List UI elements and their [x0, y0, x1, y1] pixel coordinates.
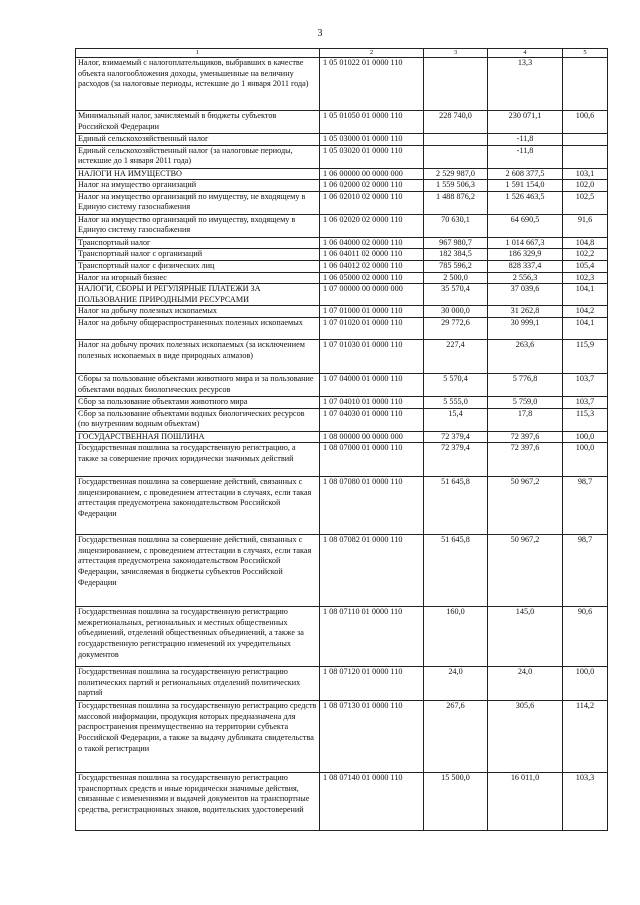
row-plan: 70 630,1: [424, 214, 488, 237]
row-name: Минимальный налог, зачисляемый в бюджеты субъектов Российской Федерации: [76, 111, 320, 134]
row-plan: 72 379,4: [424, 431, 488, 443]
row-code: 1 05 03020 01 0000 110: [320, 145, 424, 168]
table-row: [76, 443, 608, 477]
row-plan: 15 500,0: [424, 773, 488, 831]
row-code: 1 06 02020 02 0000 110: [320, 214, 424, 237]
row-plan: 227,4: [424, 339, 488, 373]
row-plan: 51 645,8: [424, 477, 488, 535]
revenue-table: [75, 48, 608, 831]
table-row: [76, 260, 608, 272]
row-fact: 1 526 463,5: [488, 191, 563, 214]
row-plan: 1 559 506,3: [424, 180, 488, 192]
table-row: [76, 701, 608, 773]
row-plan: 30 000,0: [424, 306, 488, 318]
row-name: Сбор за пользование объектами животного мира: [76, 396, 320, 408]
row-fact: 72 397,6: [488, 443, 563, 477]
column-header: 3: [424, 49, 488, 58]
row-plan: 967 980,7: [424, 237, 488, 249]
row-fact: 2 608 377,5: [488, 168, 563, 180]
row-fact: 1 591 154,0: [488, 180, 563, 192]
row-percent: 104,2: [563, 306, 608, 318]
row-percent: 100,6: [563, 111, 608, 134]
table-row: [76, 373, 608, 396]
row-percent: 104,1: [563, 317, 608, 339]
row-fact: 1 014 667,3: [488, 237, 563, 249]
row-name: Налог на добычу общераспространенных полезных ископаемых: [76, 317, 320, 339]
row-percent: 98,7: [563, 477, 608, 535]
row-code: 1 07 01030 01 0000 110: [320, 339, 424, 373]
row-code: 1 06 04000 02 0000 110: [320, 237, 424, 249]
table-row: [76, 284, 608, 306]
row-name: НАЛОГИ НА ИМУЩЕСТВО: [76, 168, 320, 180]
row-code: 1 06 05000 02 0000 110: [320, 272, 424, 284]
column-header: 1: [76, 49, 320, 58]
row-code: 1 08 07082 01 0000 110: [320, 535, 424, 607]
row-code: 1 07 01000 01 0000 110: [320, 306, 424, 318]
row-code: 1 08 00000 00 0000 000: [320, 431, 424, 443]
row-percent: 104,1: [563, 284, 608, 306]
row-fact: 186 329,9: [488, 249, 563, 261]
row-fact: 828 337,4: [488, 260, 563, 272]
row-fact: -11,8: [488, 134, 563, 146]
table-row: [76, 477, 608, 535]
table-row: [76, 396, 608, 408]
column-header: 2: [320, 49, 424, 58]
table-row: [76, 134, 608, 146]
table-row: [76, 317, 608, 339]
revenue-table-body: [76, 49, 608, 831]
row-fact: -11,8: [488, 145, 563, 168]
row-code: 1 08 07080 01 0000 110: [320, 477, 424, 535]
row-fact: 50 967,2: [488, 477, 563, 535]
table-row: [76, 180, 608, 192]
row-percent: [563, 58, 608, 111]
row-fact: 16 011,0: [488, 773, 563, 831]
row-name: Налог на имущество организаций по имуществу, входящему в Единую систему газоснабжения: [76, 214, 320, 237]
row-name: Налог на имущество организаций по имуществу, не входящему в Единую систему газоснабжения: [76, 191, 320, 214]
row-code: 1 06 02000 02 0000 110: [320, 180, 424, 192]
row-fact: 37 039,6: [488, 284, 563, 306]
row-name: Налог на добычу полезных ископаемых: [76, 306, 320, 318]
row-name: Сборы за пользование объектами животного мира и за пользование объектами водных биологических ресурсов: [76, 373, 320, 396]
row-name: ГОСУДАРСТВЕННАЯ ПОШЛИНА: [76, 431, 320, 443]
row-plan: 785 596,2: [424, 260, 488, 272]
table-row: [76, 249, 608, 261]
row-fact: 145,0: [488, 607, 563, 667]
row-percent: [563, 134, 608, 146]
row-code: 1 05 03000 01 0000 110: [320, 134, 424, 146]
row-percent: 103,7: [563, 396, 608, 408]
row-name: Налог на имущество организаций: [76, 180, 320, 192]
row-plan: 29 772,6: [424, 317, 488, 339]
table-row: [76, 214, 608, 237]
row-percent: 98,7: [563, 535, 608, 607]
row-plan: 2 529 987,0: [424, 168, 488, 180]
row-code: 1 07 04000 01 0000 110: [320, 373, 424, 396]
row-name: Государственная пошлина за государственную регистрацию политических партий и региональных отделений политических партий: [76, 667, 320, 701]
table-row: [76, 306, 608, 318]
table-row: [76, 272, 608, 284]
table-row: [76, 339, 608, 373]
row-fact: 50 967,2: [488, 535, 563, 607]
row-percent: 100,0: [563, 667, 608, 701]
row-name: Единый сельскохозяйственный налог: [76, 134, 320, 146]
row-name: Транспортный налог: [76, 237, 320, 249]
row-fact: 72 397,6: [488, 431, 563, 443]
column-header: 5: [563, 49, 608, 58]
table-row: [76, 237, 608, 249]
row-name: Государственная пошлина за государственную регистрацию межрегиональных, региональных и местных общественных объединений, отделений общественных объединений, а также за государственную регистрацию изменений их учредительных документов: [76, 607, 320, 667]
row-name: Налог, взимаемый с налогоплательщиков, выбравших в качестве объекта налогообложения доходы, уменьшенные на величину расходов (за налоговые периоды, истекшие до 1 января 2011 года): [76, 58, 320, 111]
row-fact: 230 071,1: [488, 111, 563, 134]
row-percent: 115,3: [563, 408, 608, 431]
row-code: 1 06 00000 00 0000 000: [320, 168, 424, 180]
row-code: 1 07 04010 01 0000 110: [320, 396, 424, 408]
row-code: 1 08 07140 01 0000 110: [320, 773, 424, 831]
row-code: 1 08 07000 01 0000 110: [320, 443, 424, 477]
row-name: Государственная пошлина за совершение действий, связанных с лицензированием, с проведением аттестации в случаях, если такая аттестация предусмотрена законодательством Российской Федерации, зачисляемая в бюджеты субъектов Российской Федерации: [76, 535, 320, 607]
row-fact: 2 556,3: [488, 272, 563, 284]
row-name: Единый сельскохозяйственный налог (за налоговые периоды, истекшие до 1 января 2011 года): [76, 145, 320, 168]
row-name: Транспортный налог с организаций: [76, 249, 320, 261]
table-row: [76, 145, 608, 168]
row-percent: 104,8: [563, 237, 608, 249]
table-row: [76, 408, 608, 431]
row-code: 1 07 01020 01 0000 110: [320, 317, 424, 339]
row-plan: 5 555,0: [424, 396, 488, 408]
row-percent: 115,9: [563, 339, 608, 373]
row-plan: 24,0: [424, 667, 488, 701]
row-fact: 5 776,8: [488, 373, 563, 396]
row-percent: 91,6: [563, 214, 608, 237]
row-percent: 103,3: [563, 773, 608, 831]
row-plan: [424, 145, 488, 168]
row-plan: 5 570,4: [424, 373, 488, 396]
row-code: 1 06 02010 02 0000 110: [320, 191, 424, 214]
row-code: 1 08 07120 01 0000 110: [320, 667, 424, 701]
row-name: Государственная пошлина за государственную регистрацию транспортных средств и иные юридически значимые действия, связанные с изменениями и выдачей документов на транспортные средства, регистрационных знаков, водительских удостоверений: [76, 773, 320, 831]
row-code: 1 05 01022 01 0000 110: [320, 58, 424, 111]
table-row: [76, 191, 608, 214]
row-fact: 64 690,5: [488, 214, 563, 237]
row-plan: 2 500,0: [424, 272, 488, 284]
table-row: [76, 667, 608, 701]
row-percent: 103,7: [563, 373, 608, 396]
table-row: [76, 111, 608, 134]
row-code: 1 05 01050 01 0000 110: [320, 111, 424, 134]
row-code: 1 07 04030 01 0000 110: [320, 408, 424, 431]
table-row: [76, 431, 608, 443]
row-plan: 267,6: [424, 701, 488, 773]
row-percent: 90,6: [563, 607, 608, 667]
row-percent: 102,0: [563, 180, 608, 192]
row-code: 1 06 04012 02 0000 110: [320, 260, 424, 272]
table-header-row: [76, 49, 608, 58]
row-fact: 13,3: [488, 58, 563, 111]
row-name: Государственная пошлина за государственную регистрацию средств массовой информации, продукция которых предназначена для распространения преимущественно на территории субъекта Российской Федерации, а также за выдачу дубликата свидетельства о такой регистрации: [76, 701, 320, 773]
row-plan: [424, 134, 488, 146]
row-plan: [424, 58, 488, 111]
row-plan: 160,0: [424, 607, 488, 667]
row-fact: 263,6: [488, 339, 563, 373]
row-plan: 182 384,5: [424, 249, 488, 261]
row-fact: 305,6: [488, 701, 563, 773]
row-name: Государственная пошлина за совершение действий, связанных с лицензированием, с проведением аттестации в случаях, если такая аттестация предусмотрена законодательством Российской Федерации: [76, 477, 320, 535]
row-percent: 102,2: [563, 249, 608, 261]
row-plan: 228 740,0: [424, 111, 488, 134]
row-fact: 31 262,8: [488, 306, 563, 318]
column-header: 4: [488, 49, 563, 58]
row-code: 1 08 07130 01 0000 110: [320, 701, 424, 773]
row-percent: 100,0: [563, 443, 608, 477]
row-code: 1 06 04011 02 0000 110: [320, 249, 424, 261]
row-percent: 103,1: [563, 168, 608, 180]
row-name: Сбор за пользование объектами водных биологических ресурсов (по внутренним водным объектам): [76, 408, 320, 431]
row-name: Транспортный налог с физических лиц: [76, 260, 320, 272]
row-fact: 24,0: [488, 667, 563, 701]
row-fact: 17,8: [488, 408, 563, 431]
row-plan: 15,4: [424, 408, 488, 431]
row-fact: 30 999,1: [488, 317, 563, 339]
row-plan: 51 645,8: [424, 535, 488, 607]
row-percent: [563, 145, 608, 168]
row-code: 1 08 07110 01 0000 110: [320, 607, 424, 667]
row-name: Налог на игорный бизнес: [76, 272, 320, 284]
row-name: НАЛОГИ, СБОРЫ И РЕГУЛЯРНЫЕ ПЛАТЕЖИ ЗА ПОЛЬЗОВАНИЕ ПРИРОДНЫМИ РЕСУРСАМИ: [76, 284, 320, 306]
row-name: Налог на добычу прочих полезных ископаемых (за исключением полезных ископаемых в виде природных алмазов): [76, 339, 320, 373]
row-plan: 1 488 876,2: [424, 191, 488, 214]
table-row: [76, 58, 608, 111]
row-code: 1 07 00000 00 0000 000: [320, 284, 424, 306]
table-row: [76, 607, 608, 667]
table-row: [76, 773, 608, 831]
page-number: 3: [317, 28, 323, 39]
table-row: [76, 168, 608, 180]
row-percent: 100,0: [563, 431, 608, 443]
row-plan: 35 570,4: [424, 284, 488, 306]
row-name: Государственная пошлина за государственную регистрацию, а также за совершение прочих юридически значимых действий: [76, 443, 320, 477]
row-percent: 114,2: [563, 701, 608, 773]
row-percent: 102,3: [563, 272, 608, 284]
row-percent: 102,5: [563, 191, 608, 214]
row-fact: 5 759,0: [488, 396, 563, 408]
row-plan: 72 379,4: [424, 443, 488, 477]
row-percent: 105,4: [563, 260, 608, 272]
table-row: [76, 535, 608, 607]
